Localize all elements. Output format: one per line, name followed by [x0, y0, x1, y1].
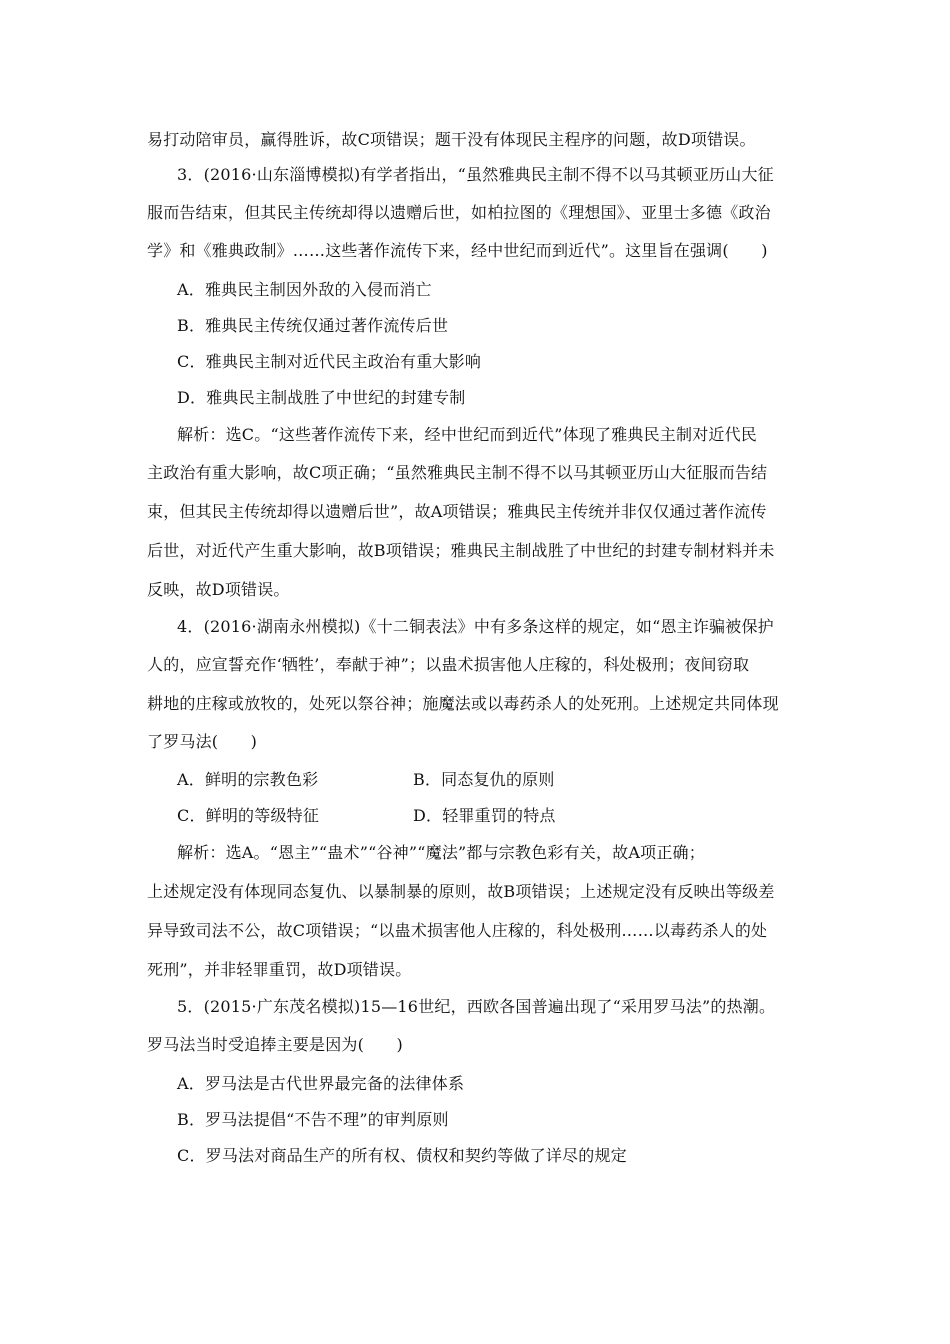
- option-a: A．雅典民主制因外敌的入侵而消亡: [177, 280, 432, 299]
- text-line: 束，但其民主传统却得以遗赠后世”，故A项错误；雅典民主传统并非仅仅通过著作流传: [147, 502, 767, 521]
- option-d: D．雅典民主制战胜了中世纪的封建专制: [177, 388, 466, 407]
- text-line: 服而告结束，但其民主传统却得以遗赠后世，如柏拉图的《理想国》、亚里士多德《政治: [147, 203, 771, 222]
- question-4-stem: 4．(2016·湖南永州模拟)《十二铜表法》中有多条这样的规定，如“恩主诈骗被保护: [177, 617, 774, 636]
- option-c: C．罗马法对商品生产的所有权、债权和契约等做了详尽的规定: [177, 1146, 627, 1165]
- option-c: C．雅典民主制对近代民主政治有重大影响: [177, 352, 482, 371]
- question-5-stem: 5．(2015·广东茂名模拟)15—16世纪，西欧各国普遍出现了“采用罗马法”的热潮。: [177, 997, 776, 1016]
- option-b: B．罗马法提倡“不告不理”的审判原则: [177, 1110, 449, 1129]
- text-line: 学》和《雅典政制》……这些著作流传下来，经中世纪而到近代”。这里旨在强调( ): [147, 241, 768, 260]
- text-line: 人的，应宣誓充作‘牺牲’，奉献于神”；以蛊术损害他人庄稼的，科处极刑；夜间窃取: [147, 655, 750, 674]
- text-line: 反映，故D项错误。: [147, 580, 290, 599]
- option-b: B．同态复仇的原则: [413, 770, 555, 789]
- text-line: 罗马法当时受追捧主要是因为( ): [147, 1035, 403, 1054]
- text-line: 耕地的庄稼或放牧的，处死以祭谷神；施魔法或以毒药杀人的处死刑。上述规定共同体现: [147, 694, 779, 713]
- question-3-stem: 3．(2016·山东淄博模拟)有学者指出，“虽然雅典民主制不得不以马其顿亚历山大征: [177, 165, 774, 184]
- text-line: 异导致司法不公，故C项错误；“以蛊术损害他人庄稼的，科处极刑……以毒药杀人的处: [147, 921, 768, 940]
- option-c: C．鲜明的等级特征: [177, 806, 320, 825]
- text-line: 易打动陪审员，赢得胜诉，故C项错误；题干没有体现民主程序的问题，故D项错误。: [147, 130, 756, 149]
- option-b: B．雅典民主传统仅通过著作流传后世: [177, 316, 449, 335]
- text-line: 死刑”，并非轻罪重罚，故D项错误。: [147, 960, 412, 979]
- option-d: D．轻罪重罚的特点: [413, 806, 556, 825]
- text-line: 后世，对近代产生重大影响，故B项错误；雅典民主制战胜了中世纪的封建专制材料并未: [147, 541, 775, 560]
- option-a: A．罗马法是古代世界最完备的法律体系: [177, 1074, 465, 1093]
- analysis-4: 解析：选A。“恩主”“蛊术”“谷神”“魔法”都与宗教色彩有关，故A项正确；: [177, 843, 705, 862]
- text-line: 上述规定没有体现同态复仇、以暴制暴的原则，故B项错误；上述规定没有反映出等级差: [147, 882, 775, 901]
- text-line: 了罗马法( ): [147, 732, 258, 751]
- text-line: 主政治有重大影响，故C项正确；“虽然雅典民主制不得不以马其顿亚历山大征服而告结: [147, 463, 768, 482]
- analysis-3: 解析：选C。“这些著作流传下来，经中世纪而到近代”体现了雅典民主制对近代民: [177, 425, 758, 444]
- option-a: A．鲜明的宗教色彩: [177, 770, 319, 789]
